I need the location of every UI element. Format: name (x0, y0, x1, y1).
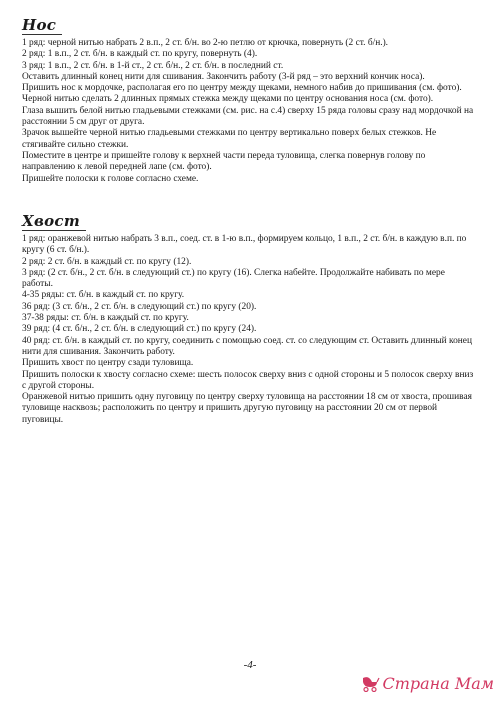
tail-paragraph: Пришить хвост по центру сзади туловища. (22, 358, 194, 369)
tail-paragraph: Оранжевой нитью пришить одну пуговицу по центру сверху туловища на расстоянии 18 см от хвоста, прошивая туловище насквозь; расположить по центру и пришить другую пуговицу на расстоянии 20 см от первой пуговицы. (22, 392, 472, 425)
tail-paragraph: 4-35 ряды: ст. б/н. в каждый ст. по кругу. (22, 290, 185, 301)
tail-paragraph: 3 ряд: (2 ст. б/н., 2 ст. б/н. в следующий ст.) по кругу (16). Слегка набейте. Продолжайте набивать по мере работы. (22, 267, 445, 290)
tail-paragraph: 36 ряд: (3 ст. б/н., 2 ст. б/н. в следующий ст.) по кругу (20). (22, 301, 257, 312)
nose-paragraph: 1 ряд: черной нитью набрать 2 в.п., 2 ст. б/н. во 2-ю петлю от крючка, повернуть (2 ст. б/н.). (22, 38, 389, 48)
nose-paragraph: 3 ряд: 1 в.п., 2 ст. б/н. в 1-й ст., 2 ст. б/н., 2 ст. б/н. в последний ст. (22, 60, 284, 71)
nose-paragraph: Зрачок вышейте черной нитью гладьевыми стежками по центру вертикально поверх белых стежков. Не стягивайте сильно стежки. (22, 128, 437, 150)
watermark-text: Страна Мам (382, 674, 494, 693)
tail-section (22, 212, 478, 426)
page-number: -4- (243, 659, 257, 671)
nose-paragraph: Пришейте полоски к голове согласно схеме. (22, 173, 199, 184)
nose-paragraph: Поместите в центре и пришейте голову к верхней части переда туловища, слегка повернув голову по направлению к левой передней лапе (см. фото). (22, 150, 426, 173)
tail-paragraph: 1 ряд: оранжевой нитью набрать 3 в.п., соед. ст. в 1-ю в.п., формируем кольцо, 1 в.п., 2 ст. б/н. в каждую в.п. по кругу (6 ст. б/н.). (22, 234, 467, 256)
site-watermark[interactable] (360, 674, 494, 693)
tail-paragraph: 39 ряд: (4 ст. б/н., 2 ст. б/н. в следующий ст.) по кругу (24). (22, 324, 257, 335)
nose-paragraph: 2 ряд: 1 в.п., 2 ст. б/н. в каждый ст. по кругу, повернуть (4). (22, 49, 258, 60)
nose-paragraph: Глаза вышить белой нитью гладьевыми стежками (см. рис. на с.4) сверху 15 ряда головы сразу над мордочкой на расстоянии 5 см друг от друга. (22, 105, 474, 128)
nose-paragraph: Пришить нос к мордочке, располагая его по центру между щеками, немного набив до пришивания (см. фото). (22, 83, 462, 94)
nose-paragraph: Черной нитью сделать 2 длинных прямых стежка между щеками по центру основания носа (см. фото). (22, 94, 434, 105)
tail-heading: Хвост (22, 212, 86, 230)
stroller-icon (360, 676, 380, 692)
tail-paragraph: Пришить полоски к хвосту согласно схеме: шесть полосок сверху вниз с одной стороны и 5 полосок сверху вниз с другой стороны. (22, 369, 474, 391)
tail-paragraph: 40 ряд: ст. б/н. в каждый ст. по кругу, соединить с помощью соед. ст. со следующим ст. Оставить длинный конец нити для сшивания. Закончить работу. (22, 335, 472, 357)
tail-paragraph: 2 ряд: 2 ст. б/н. в каждый ст. по кругу (12). (22, 256, 192, 267)
nose-heading: Нос (22, 16, 62, 34)
nose-section (22, 16, 478, 185)
tail-paragraph: 37-38 ряды: ст. б/н. в каждый ст. по кругу. (22, 313, 189, 324)
nose-paragraph: Оставить длинный конец нити для сшивания. Закончить работу (3-й ряд – это верхний кончик носа). (22, 71, 425, 82)
